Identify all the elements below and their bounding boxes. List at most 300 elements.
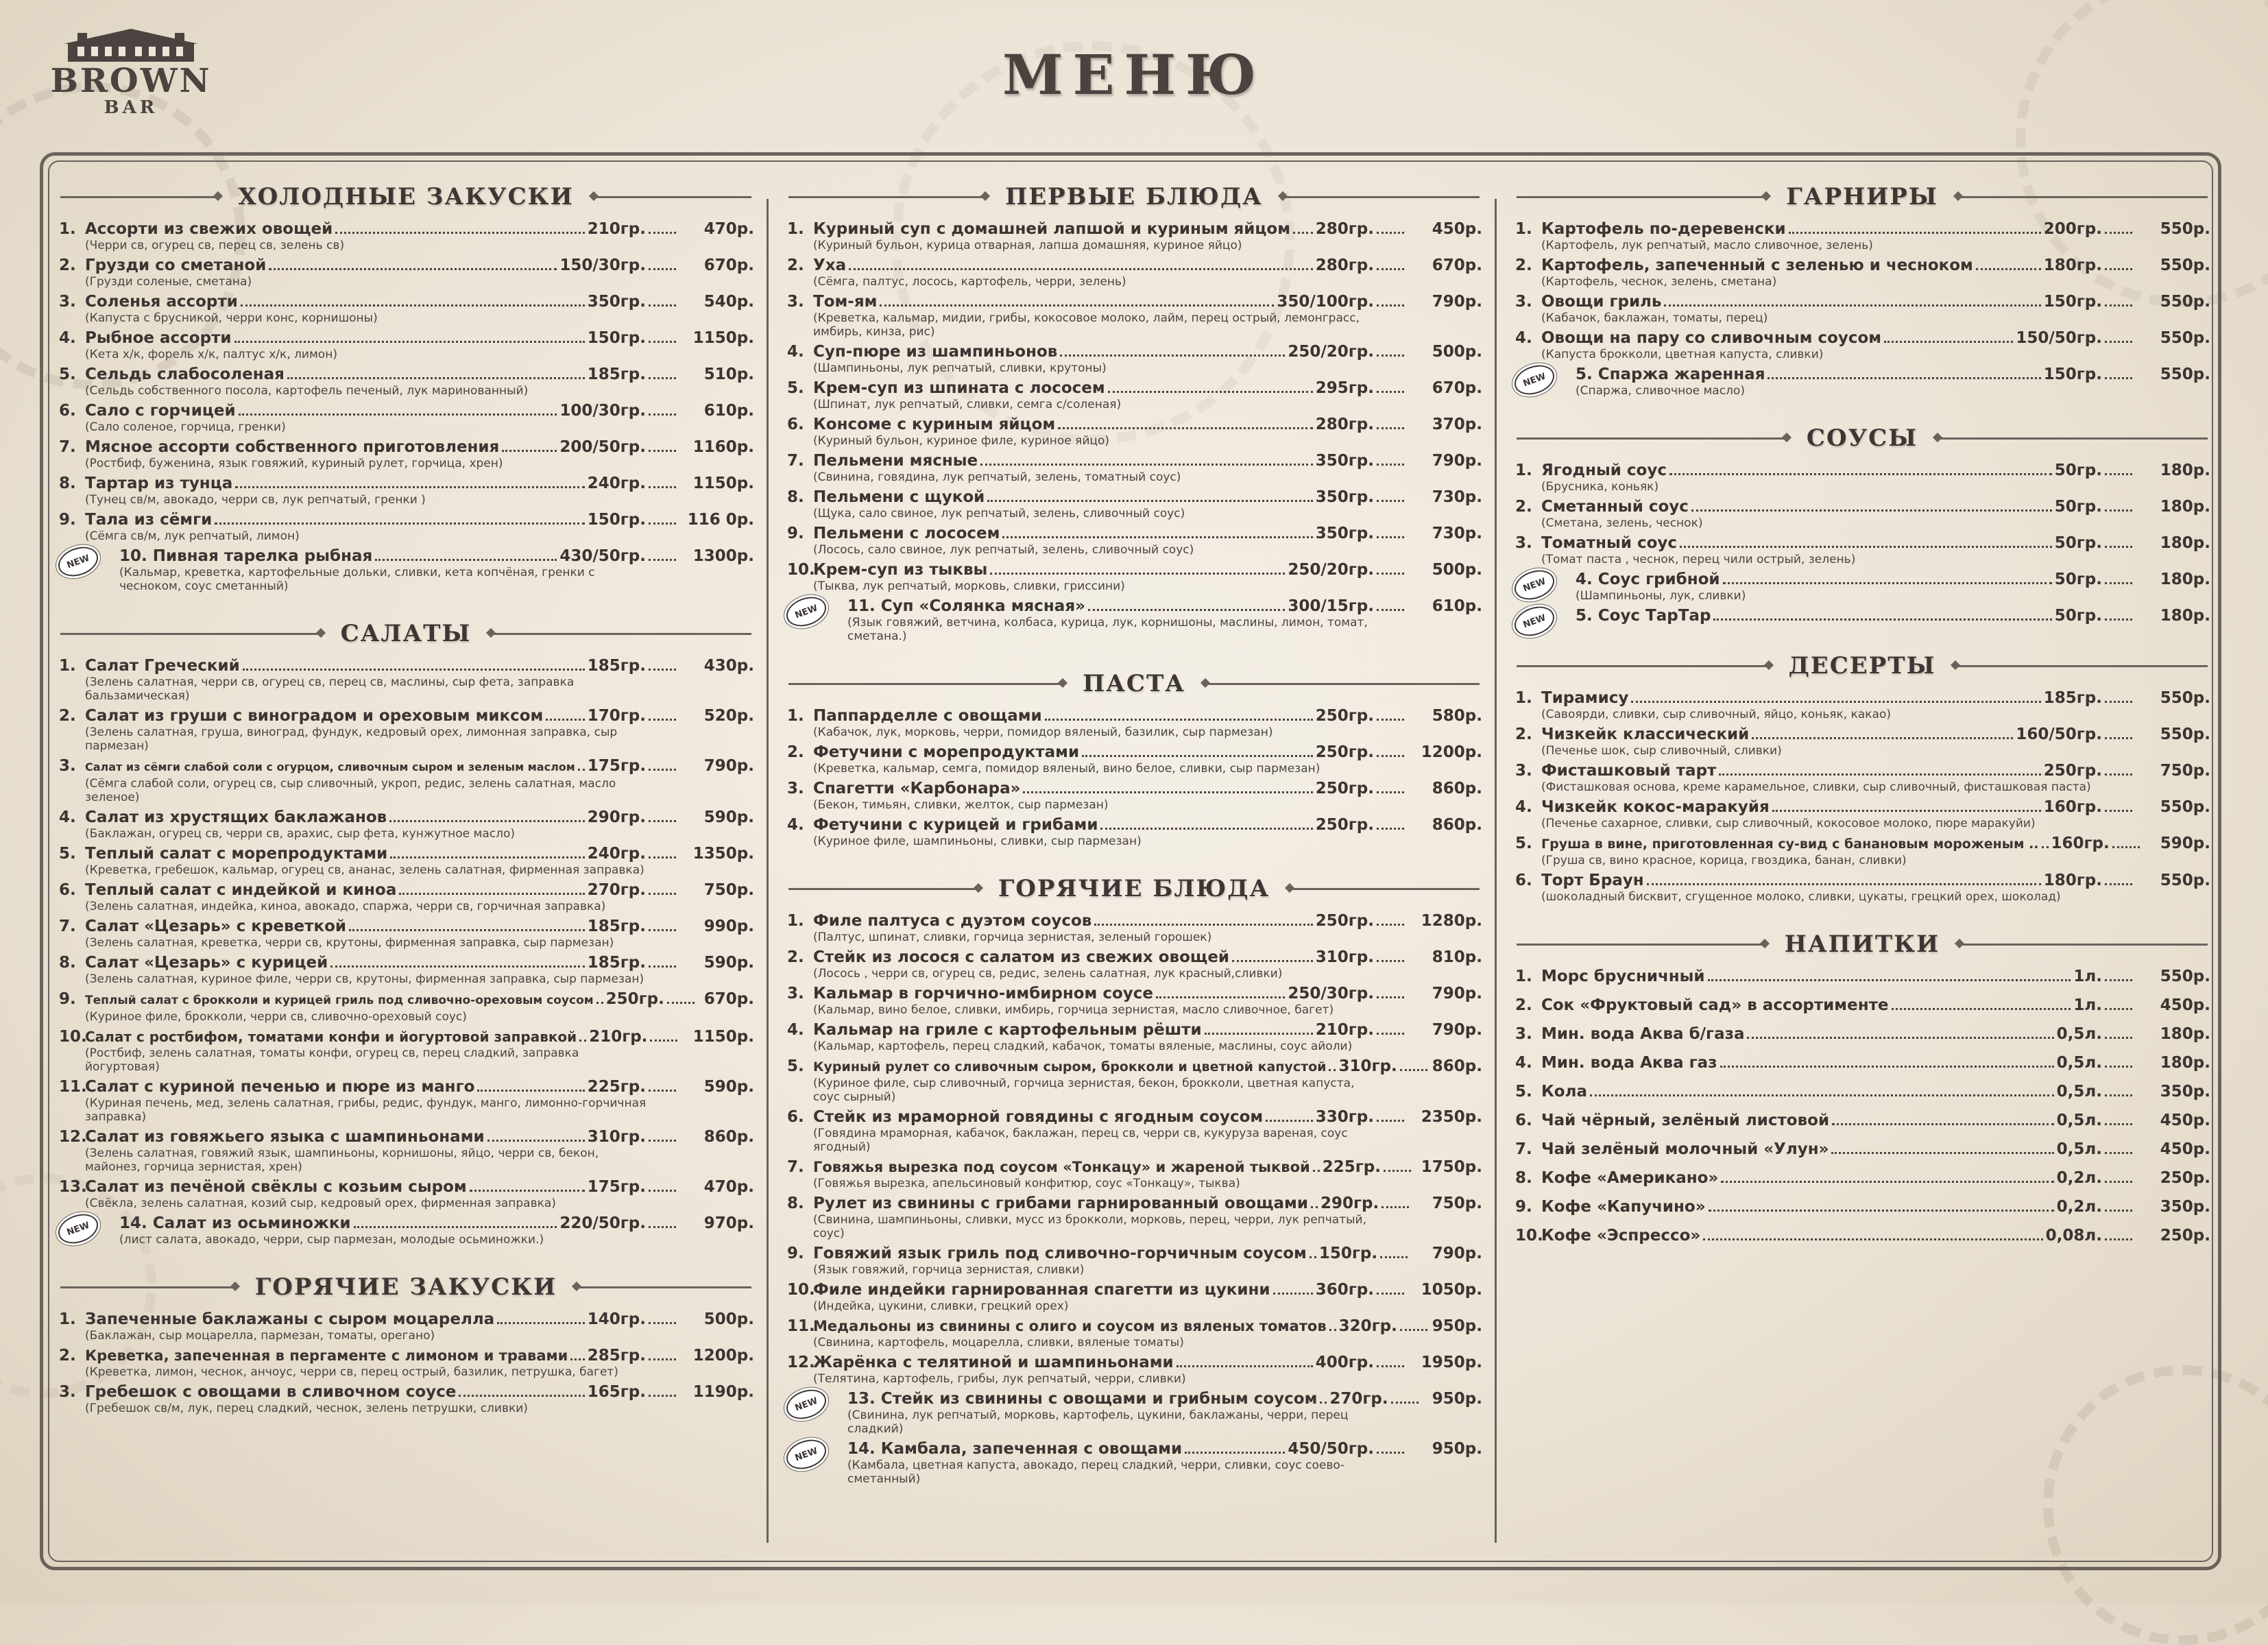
dot-leader	[649, 1090, 676, 1092]
item-price: 860р.	[1432, 816, 1482, 834]
item-name: Салат с куриной печенью и пюре из манго	[85, 1078, 475, 1096]
section-header	[60, 180, 751, 214]
item-description: (Зелень салатная, груша, виноград, фундук, кедровый орех, лимонная заправка, сыр пармезан)	[85, 725, 618, 753]
item-weight: 225гр.	[1322, 1158, 1381, 1176]
menu-item	[786, 219, 1482, 252]
item-number: 9.	[787, 1245, 804, 1262]
item-number: 9.	[59, 990, 76, 1008]
menu-item-row	[1541, 725, 2210, 744]
menu-item	[1514, 1140, 2210, 1159]
dot-leader	[2105, 1037, 2132, 1039]
item-price: 750р.	[1432, 1194, 1482, 1212]
section-rule	[1517, 944, 1765, 946]
item-number: 9.	[59, 511, 76, 529]
item-price: 180р.	[2160, 461, 2210, 479]
item-description: (Сметана, зелень, чеснок)	[1541, 516, 1703, 530]
item-weight: 350гр.	[587, 293, 646, 311]
item-number: 6.	[787, 1108, 804, 1126]
item-name: Ассорти из свежих овощей	[85, 220, 333, 238]
item-number: 10.	[59, 1028, 87, 1046]
menu-item-row	[1541, 328, 2210, 348]
item-name: Кальмар на гриле с картофельным рёшти	[813, 1021, 1202, 1039]
dot-leader	[649, 1190, 676, 1192]
dot-leader	[234, 341, 585, 343]
item-number: 1.	[59, 657, 76, 675]
menu-section	[786, 872, 1482, 1486]
item-number: 9.	[1515, 1198, 1532, 1216]
item-price: 180р.	[2160, 571, 2210, 588]
dot-leader	[1664, 304, 2040, 307]
item-weight: 350гр.	[1315, 452, 1374, 470]
dot-leader	[570, 1358, 584, 1360]
menu-item	[786, 1194, 1482, 1240]
menu-item	[1514, 365, 2210, 398]
item-description: (Зелень салатная, куриное филе, черри св, крутоны, фирменная заправка, сыр пармезан)	[85, 972, 644, 986]
dot-leader	[215, 523, 585, 525]
dot-leader	[235, 486, 585, 488]
menu-item-row	[1576, 570, 2210, 589]
dot-leader	[980, 464, 1313, 466]
item-description: (Сельдь собственного посола, картофель печеный, лук маринованный)	[85, 384, 529, 398]
dot-leader	[1094, 924, 1312, 926]
menu-item-row	[85, 756, 754, 777]
menu-item	[58, 510, 754, 543]
item-number: 8.	[787, 488, 804, 506]
item-number: 7.	[59, 917, 76, 935]
item-price: 500р.	[1432, 561, 1482, 579]
item-price: 550р.	[2160, 329, 2210, 347]
menu-item	[58, 917, 754, 950]
item-price: 550р.	[2160, 220, 2210, 238]
item-name: Гребешок с овощами в сливочном соусе	[85, 1383, 457, 1401]
item-price: 590р.	[703, 1078, 754, 1096]
item-number: 2.	[787, 948, 804, 966]
dot-leader	[335, 232, 585, 234]
menu-item-row	[85, 365, 754, 384]
item-number: 11.	[847, 597, 876, 615]
menu-item-row	[85, 256, 754, 275]
dot-leader	[1329, 1329, 1336, 1331]
menu-item	[1514, 497, 2210, 530]
item-description: (Шампиньоны, лук репчатый, сливки, крутоны)	[813, 361, 1107, 375]
dot-leader	[1205, 1033, 1313, 1035]
item-weight: 350/100гр.	[1277, 293, 1374, 311]
item-description: (Капуста брокколи, цветная капуста, сливки)	[1541, 348, 1824, 361]
dot-leader	[1831, 1152, 2053, 1154]
item-number: 5.	[1515, 1083, 1532, 1101]
menu-item-row	[813, 1280, 1482, 1299]
item-weight: 0,2л.	[2056, 1198, 2102, 1216]
dot-leader	[1377, 1365, 1404, 1367]
dot-leader	[1377, 1033, 1404, 1035]
item-number: 2.	[59, 1347, 76, 1365]
dot-leader	[649, 769, 676, 771]
dot-leader	[649, 856, 676, 858]
new-badge: NEW	[54, 1209, 102, 1249]
item-number: 5.	[1515, 834, 1532, 852]
menu-item-row	[85, 953, 754, 972]
menu-item	[786, 1157, 1482, 1190]
menu-item-row	[813, 815, 1482, 834]
dot-leader	[1789, 232, 2041, 234]
menu-item-row	[85, 989, 754, 1010]
item-name: Консоме с куриным яйцом	[813, 416, 1056, 433]
item-description: (Куриное филе, сыр сливочный, горчица зернистая, бекон, брокколи, цветная капуста, соус сырный)	[813, 1077, 1355, 1104]
item-number: 6.	[59, 881, 76, 899]
item-number: 2.	[1515, 996, 1532, 1014]
item-weight: 170гр.	[587, 707, 646, 725]
menu-item	[786, 451, 1482, 484]
menu-item	[58, 547, 754, 593]
dot-leader	[2105, 1238, 2132, 1240]
menu-item-row	[1541, 1168, 2210, 1188]
item-price: 350р.	[2160, 1083, 2210, 1101]
menu-item	[786, 415, 1482, 448]
dot-leader	[1002, 536, 1312, 538]
menu-section	[58, 616, 754, 1247]
item-number: 1.	[787, 912, 804, 930]
item-description: (Шпинат, лук репчатый, сливки, семга с/соленая)	[813, 398, 1122, 411]
menu-item-row	[1541, 797, 2210, 817]
item-price: 1950р.	[1421, 1354, 1482, 1371]
menu-item	[1514, 725, 2210, 758]
item-name: Салат из сёмги слабой соли с огурцом, сливочным сыром и зеленым маслом	[85, 760, 575, 773]
menu-item	[786, 256, 1482, 289]
menu-item	[58, 1382, 754, 1415]
menu-item	[1514, 761, 2210, 794]
dot-leader	[1631, 701, 2040, 703]
dot-leader	[649, 965, 676, 968]
item-price: 1200р.	[692, 1347, 754, 1365]
menu-item-row	[847, 1439, 1482, 1458]
item-description: (Зелень салатная, индейка, киноа, авокадо, спаржа, черри св, горчичная заправка)	[85, 900, 606, 913]
item-description: (Грузди соленые, сметана)	[85, 275, 252, 289]
menu-item	[786, 1353, 1482, 1386]
item-number: 3.	[1515, 1025, 1532, 1043]
item-weight: 150/30гр.	[559, 256, 646, 274]
item-name: Томатный соус	[1541, 534, 1678, 552]
dot-leader	[2105, 979, 2132, 981]
item-name: Куриный суп с домашней лапшой и куриным яйцом	[813, 220, 1291, 238]
new-badge: NEW	[1510, 601, 1558, 641]
item-description: (Куриный бульон, курица отварная, лапша домашняя, куриное яйцо)	[813, 239, 1242, 252]
item-description: (Черри св, огурец св, перец св, зелень св)	[85, 239, 345, 252]
item-name: Запеченные баклажаны с сыром моцарелла	[85, 1310, 495, 1328]
item-weight: 450/50гр.	[1288, 1440, 1374, 1458]
section-rule	[1282, 196, 1480, 198]
dot-leader	[578, 769, 585, 771]
menu-item	[58, 1027, 754, 1074]
menu-item-row	[813, 1194, 1482, 1213]
dot-leader	[389, 820, 585, 822]
dot-leader	[2105, 341, 2132, 343]
menu-item-row	[813, 779, 1482, 798]
menu-item	[786, 488, 1482, 520]
dot-leader	[649, 450, 676, 452]
menu-item	[58, 365, 754, 398]
menu-item-row	[85, 474, 754, 493]
item-name: Чай чёрный, зелёный листовой	[1541, 1112, 1830, 1129]
menu-item-row	[813, 911, 1482, 930]
item-price: 860р.	[703, 1128, 754, 1146]
item-number: 8.	[787, 1194, 804, 1212]
item-name: Сельдь слабосоленая	[85, 365, 285, 383]
item-description: (Телятина, картофель, грибы, лук репчатый, черри, сливки)	[813, 1372, 1186, 1386]
item-weight: 250гр.	[1315, 780, 1374, 797]
menu-item	[58, 844, 754, 877]
dot-leader	[241, 304, 585, 307]
dot-leader	[1377, 355, 1404, 357]
item-number: 4.	[59, 329, 76, 347]
menu-section	[58, 1270, 754, 1415]
menu-item-row	[813, 1244, 1482, 1263]
item-number: 3.	[1515, 534, 1532, 552]
dot-leader	[2105, 737, 2132, 739]
section-rule	[1957, 196, 2208, 198]
dot-leader	[1329, 1069, 1336, 1071]
item-price: 1750р.	[1421, 1158, 1482, 1176]
item-weight: 100/30гр.	[559, 402, 646, 420]
item-name: Стейк из свинины с овощами и грибным соусом	[880, 1390, 1318, 1408]
item-weight: 250/30гр.	[1288, 985, 1374, 1002]
menu-item	[1514, 1111, 2210, 1130]
item-name: Груша в вине, приготовленная су-вид с банановым мороженым ..	[1541, 837, 2039, 852]
item-number: 3.	[59, 293, 76, 311]
item-price: 450р.	[2160, 1112, 2210, 1129]
item-number: 5.	[787, 1057, 804, 1075]
item-name: Чизкейк классический	[1541, 725, 1750, 743]
item-weight: 250гр.	[1315, 912, 1374, 930]
dot-leader	[1377, 609, 1404, 611]
dot-leader	[990, 573, 1285, 575]
item-weight: 250гр.	[1315, 707, 1374, 725]
dot-leader	[1752, 737, 2013, 739]
menu-item	[786, 1057, 1482, 1104]
item-number: 2.	[787, 743, 804, 761]
menu-item	[786, 743, 1482, 776]
menu-item	[786, 779, 1482, 812]
menu-item	[1514, 996, 2210, 1015]
section-title: ХОЛОДНЫЕ ЗАКУСКИ	[238, 183, 574, 211]
dot-leader	[1313, 1170, 1320, 1172]
dot-leader	[2105, 582, 2132, 584]
menu-item	[58, 1310, 754, 1343]
menu-item	[786, 706, 1482, 739]
menu-item-row	[85, 219, 754, 239]
item-description: (Тунец св/м, авокадо, черри св, лук репчатый, гренки )	[85, 493, 426, 507]
item-name: Чай зелёный молочный «Улун»	[1541, 1140, 1829, 1158]
menu-item	[58, 989, 754, 1024]
dot-leader	[1691, 509, 2052, 512]
menu-item	[786, 911, 1482, 944]
item-description: (Камбала, цветная капуста, авокадо, перец сладкий, черри, сливки, соус соево-сметанный)	[847, 1458, 1344, 1486]
item-name: Салат из осьминожки	[152, 1214, 351, 1232]
item-weight: 180гр.	[2043, 256, 2102, 274]
item-name: Мин. вода Аква газ	[1541, 1054, 1717, 1072]
new-badge: NEW	[1510, 360, 1558, 400]
item-price: 670р.	[1432, 379, 1482, 397]
dot-leader	[1703, 1238, 2042, 1240]
menu-section	[786, 180, 1482, 643]
column-divider	[767, 199, 769, 1543]
menu-item	[786, 524, 1482, 557]
item-number: 2.	[59, 707, 76, 725]
item-price: 550р.	[2160, 968, 2210, 985]
item-description: (Кета х/к, форель х/к, палтус х/к, лимон)	[85, 348, 337, 361]
dot-leader	[1377, 573, 1404, 575]
item-weight: 250гр.	[2043, 762, 2102, 780]
dot-leader	[1384, 1170, 1411, 1172]
dot-leader	[2105, 377, 2132, 379]
item-price: 1150р.	[692, 329, 754, 347]
menu-item-row	[1541, 256, 2210, 275]
item-price: 790р.	[1432, 452, 1482, 470]
building-icon	[64, 27, 198, 63]
menu-item	[786, 1439, 1482, 1486]
item-price: 610р.	[703, 402, 754, 420]
section-rule	[60, 1286, 236, 1288]
menu-item-row	[1541, 292, 2210, 311]
item-description: (Ростбиф, буженина, язык говяжий, куриный рулет, горчица, хрен)	[85, 457, 503, 470]
item-description: (Свинина, говядина, лук репчатый, зелень, томатный соус)	[813, 470, 1181, 484]
item-description: (Шампиньоны, лук, сливки)	[1576, 589, 1746, 603]
item-description: (Зелень салатная, черри св, огурец св, перец св, маслины, сыр фета, заправка бальзамическая)	[85, 675, 575, 703]
dot-leader	[239, 413, 557, 416]
dot-leader	[1377, 304, 1404, 307]
item-price: 610р.	[1432, 597, 1482, 615]
dot-leader	[2105, 473, 2132, 475]
item-price: 450р.	[1432, 220, 1482, 238]
menu-item	[58, 437, 754, 470]
item-description: (шоколадный бисквит, сгущенное молоко, сливки, цукаты, грецкий орех, шоколад)	[1541, 890, 2061, 904]
item-weight: 200гр.	[2043, 220, 2102, 238]
dot-leader	[649, 304, 676, 307]
item-weight: 200/50гр.	[559, 438, 646, 456]
dot-leader	[1377, 536, 1404, 538]
item-weight: 185гр.	[2043, 689, 2102, 707]
dot-leader	[459, 1395, 584, 1397]
menu-item	[1514, 533, 2210, 566]
menu-item-row	[813, 984, 1482, 1003]
dot-leader	[2105, 1008, 2132, 1010]
item-weight: 0,5л.	[2056, 1025, 2102, 1043]
item-number: 7.	[787, 452, 804, 470]
dot-leader	[1976, 268, 2041, 270]
item-description: (Свёкла, зелень салатная, козий сыр, кедровый орех, фирменная заправка)	[85, 1197, 556, 1210]
item-number: 1.	[59, 1310, 76, 1328]
item-description: (Куриный бульон, куриное филе, куриное яйцо)	[813, 434, 1110, 448]
section-rule	[1517, 437, 1787, 440]
section-rule	[1517, 196, 1767, 198]
item-weight: 0,5л.	[2056, 1140, 2102, 1158]
menu-section	[1514, 649, 2210, 904]
menu-item-row	[1541, 219, 2210, 239]
item-name: Пельмени мясные	[813, 452, 978, 470]
item-name: Кофе «Эспрессо»	[1541, 1227, 1701, 1245]
item-name: Овощи гриль	[1541, 293, 1662, 311]
item-name: Мин. вода Аква б/газа	[1541, 1025, 1745, 1043]
item-description: (Говядина мраморная, кабачок, баклажан, перец св, черри св, кукуруза вареная, соус ягодный)	[813, 1127, 1348, 1154]
item-price: 116 0р.	[687, 511, 754, 529]
section-rule	[1205, 683, 1480, 685]
item-price: 550р.	[2160, 293, 2210, 311]
item-weight: 50гр.	[2054, 534, 2102, 552]
item-price: 1350р.	[692, 845, 754, 863]
item-weight: 250гр.	[1315, 816, 1374, 834]
item-name: Грузди со сметаной	[85, 256, 267, 274]
section-title: ПЕРВЫЕ БЛЮДА	[1005, 183, 1263, 211]
dot-leader	[649, 1358, 676, 1360]
item-price: 1160р.	[692, 438, 754, 456]
section-header	[60, 1270, 751, 1304]
menu-item-row	[813, 451, 1482, 470]
item-description: (Кабачок, баклажан, томаты, перец)	[1541, 311, 1768, 325]
item-name: Кофе «Американо»	[1541, 1169, 1719, 1187]
item-price: 590р.	[2160, 834, 2210, 852]
item-weight: 50гр.	[2054, 571, 2102, 588]
section-title: САЛАТЫ	[340, 620, 472, 647]
item-name: Филе палтуса с дуэтом соусов	[813, 912, 1092, 930]
item-number: 3.	[787, 293, 804, 311]
dot-leader	[1320, 1402, 1327, 1404]
item-weight: 150гр.	[587, 511, 646, 529]
section-rule	[1937, 437, 2208, 440]
item-description: (Язык говяжий, ветчина, колбаса, курица, лук, корнишоны, маслины, лимон, томат, сметана.)	[847, 616, 1368, 643]
dot-leader	[649, 719, 676, 721]
item-name: Стейк из мраморной говядины с ягодным соусом	[813, 1108, 1264, 1126]
item-description: (Фисташковая основа, креме карамельное, сливки, сыр сливочный, фисташковая паста)	[1541, 780, 2091, 794]
item-number: 4.	[787, 816, 804, 834]
item-description: (Сёмга св/м, лук репчатый, лимон)	[85, 529, 300, 543]
menu-item-row	[119, 1214, 754, 1233]
menu-item	[786, 379, 1482, 411]
item-weight: 50гр.	[2054, 461, 2102, 479]
item-name: Салат с ростбифом, томатами конфи и йогуртовой заправкой	[85, 1029, 577, 1045]
dot-leader	[1377, 960, 1404, 962]
item-price: 790р.	[1432, 1245, 1482, 1262]
item-number: 4.	[59, 808, 76, 826]
menu-item-row	[85, 656, 754, 675]
item-description: (Кальмар, картофель, перец сладкий, кабачок, томаты вяленые, маслины, соус айоли)	[813, 1040, 1353, 1053]
dot-leader	[649, 559, 676, 561]
menu-item-row	[85, 1382, 754, 1402]
dot-leader	[2105, 883, 2132, 885]
item-description: (Кальмар, вино белое, сливки, имбирь, горчица зернистая, масло сливочное, багет)	[813, 1003, 1334, 1017]
item-description: (Савоярди, сливки, сыр сливочный, яйцо, коньяк, какао)	[1541, 708, 1892, 721]
item-weight: 150гр.	[2043, 365, 2102, 383]
item-price: 970р.	[703, 1214, 754, 1232]
item-name: Салат из хрустящих баклажанов	[85, 808, 387, 826]
item-price: 1200р.	[1421, 743, 1482, 761]
menu-item	[58, 706, 754, 753]
menu-item	[786, 948, 1482, 981]
menu-item-row	[1541, 1111, 2210, 1130]
dot-leader	[2112, 846, 2140, 848]
section-header	[788, 180, 1480, 214]
item-weight: 270гр.	[587, 881, 646, 899]
item-description: (Зелень салатная, говяжий язык, шампиньоны, корнишоны, яйцо, черри св, бекон, майонез, горчица зернистая, хрен)	[85, 1146, 599, 1174]
section-rule	[1955, 665, 2208, 667]
dot-leader	[649, 377, 676, 379]
item-price: 860р.	[1432, 1057, 1482, 1075]
item-description: (Щука, сало свиное, лук репчатый, зелень, сливочный соус)	[813, 507, 1185, 520]
item-name: Пельмени с щукой	[813, 488, 985, 506]
dot-leader	[649, 413, 676, 416]
item-number: 5.	[787, 379, 804, 397]
item-weight: 270гр.	[1329, 1390, 1388, 1408]
menu-item-row	[1576, 365, 2210, 384]
item-weight: 310гр.	[1338, 1057, 1397, 1075]
